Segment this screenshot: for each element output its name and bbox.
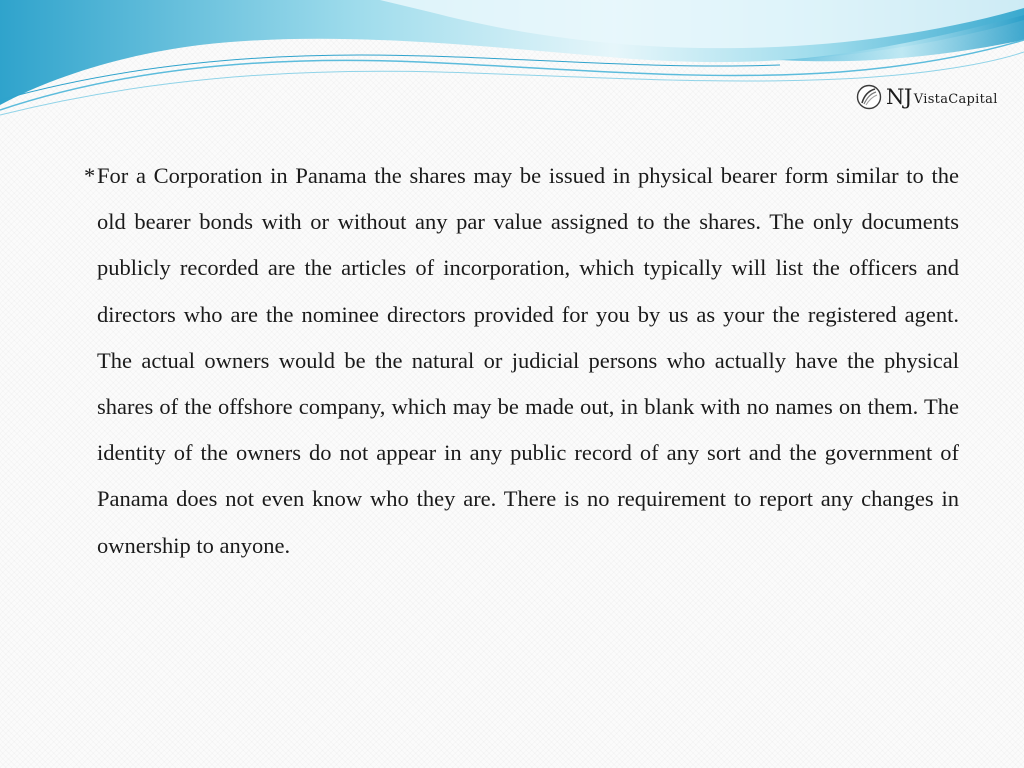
logo-suffix: VistaCapital: [913, 91, 998, 107]
bullet-marker: *: [84, 163, 96, 188]
company-logo: [856, 82, 998, 112]
paragraph-text: For a Corporation in Panama the shares may be issued in physical bearer form similar to the old bearer bonds with or without any par value assigned to the shares. The only documents publicly recorded are the articles of incorporation, which typically will list the officers and directors who are the nominee directors provided for you by us as your the registered agent. The actual owners would be the natural or judicial persons who actually have the physical shares of the offshore company, which may be made out, in blank with no names on them. The identity of the owners do not appear in any public record of any sort and the government of Panama does not even know who they are. There is no requirement to report any changes in ownership to anyone.: [97, 163, 959, 558]
swoosh-logo-icon: [856, 84, 882, 110]
body-paragraph: [84, 153, 959, 569]
logo-name: NJ: [886, 85, 912, 109]
